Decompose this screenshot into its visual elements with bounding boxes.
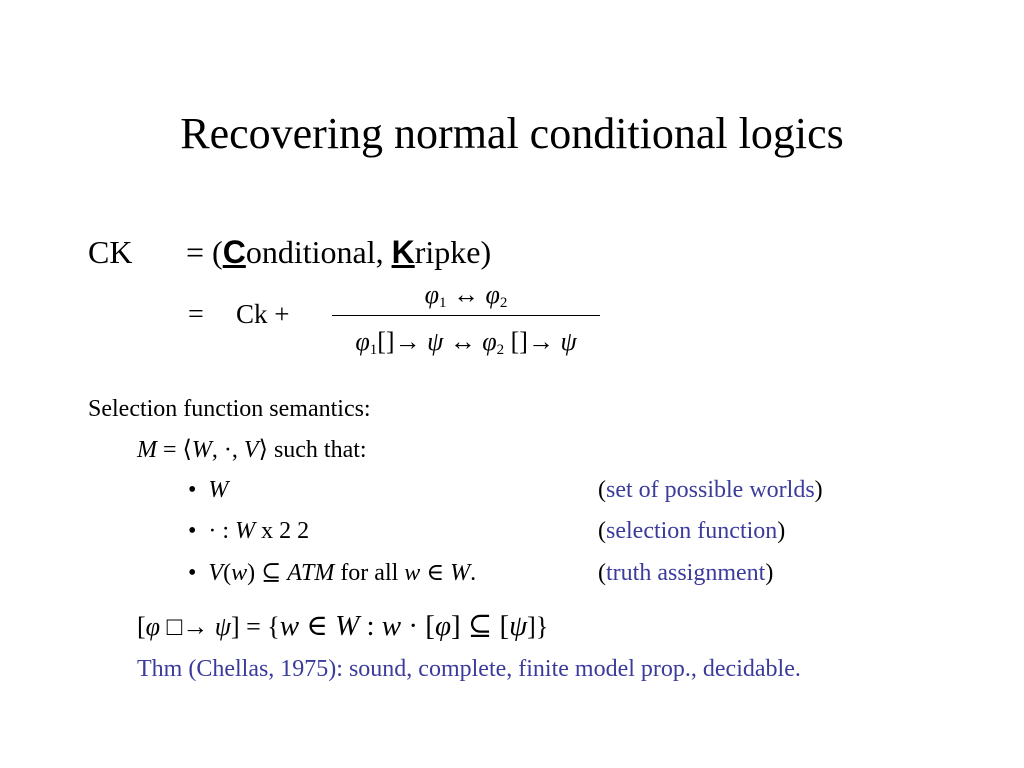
numerator-sub1: 1 xyxy=(439,295,447,311)
ck-def-k-rest: ripke) xyxy=(414,234,492,270)
bullet-sel-a: · : xyxy=(208,518,236,544)
model-V: V xyxy=(243,437,259,463)
paren-open: ( xyxy=(598,477,606,503)
bullet-V: V xyxy=(208,560,224,586)
denominator-sub1: 1 xyxy=(369,342,378,358)
note-text: selection function xyxy=(606,518,778,544)
f-dot: · [ xyxy=(401,610,435,642)
bullet-w: w xyxy=(231,560,248,586)
semantics-formula xyxy=(137,610,548,643)
bullet-period: . xyxy=(470,560,477,586)
f-psi2: ψ xyxy=(509,610,528,642)
rule-numerator xyxy=(332,280,600,318)
f-psi: ψ xyxy=(214,612,231,641)
numerator-phi1: φ xyxy=(424,280,439,309)
bullet-paren: ( xyxy=(223,560,232,586)
note-truth-assignment xyxy=(598,559,773,587)
bullet-subset: ) ⊆ xyxy=(247,560,288,586)
ck-def-c-rest: onditional, xyxy=(245,234,392,270)
model-M: M xyxy=(137,437,157,463)
f-open: [ xyxy=(137,612,146,641)
bullet-sel-c: x 2 2 xyxy=(255,518,310,544)
bullet-marker: • xyxy=(188,560,197,586)
denominator-box-arrow1: []→ xyxy=(377,327,421,356)
denominator-psi1: ψ xyxy=(427,327,444,356)
bullet-selection-function xyxy=(188,517,309,545)
numerator-sub2: 2 xyxy=(499,295,508,311)
note-worlds xyxy=(598,476,823,504)
denominator-sub2: 2 xyxy=(496,342,505,358)
bullet-sel-W: W xyxy=(235,518,256,544)
ck-def-prefix: = ( xyxy=(186,234,223,270)
rule-denominator xyxy=(332,324,600,368)
note-selection-function xyxy=(598,517,785,545)
f-phi2: φ xyxy=(434,610,452,642)
f-w2: w xyxy=(381,610,402,642)
f-w1: w xyxy=(279,610,300,642)
ck-def-k-initial: K xyxy=(391,234,415,270)
f-in: ∈ xyxy=(299,610,336,642)
f-W: W xyxy=(335,610,360,642)
denominator-iff: ↔ xyxy=(449,327,476,356)
f-arrow: □→ xyxy=(160,612,215,641)
ck-definition xyxy=(186,232,491,272)
paren-open: ( xyxy=(598,518,606,544)
bullet-marker: • xyxy=(188,518,197,544)
bullet-worlds-W: W xyxy=(208,477,229,503)
bullet-worlds xyxy=(188,476,228,504)
numerator-phi2: φ xyxy=(485,280,500,309)
numerator-iff: ↔ xyxy=(453,280,479,309)
f-end: ]} xyxy=(527,612,549,641)
model-tail: ⟩ such that: xyxy=(258,437,367,463)
paren-close: ) xyxy=(814,477,823,503)
bullet-W: W xyxy=(450,560,471,586)
bullet-w2: w xyxy=(404,560,421,586)
f-close-eq: ] = { xyxy=(230,612,280,641)
model-dot: , ·, xyxy=(211,437,244,463)
paren-open: ( xyxy=(598,560,606,586)
note-text: set of possible worlds xyxy=(606,477,815,503)
bullet-marker: • xyxy=(188,477,197,503)
f-colon: : xyxy=(359,610,382,642)
ck-plus-rule: Ck + xyxy=(236,299,290,329)
bullet-for-all: for all xyxy=(334,560,405,586)
ck-def-c-initial: C xyxy=(222,234,246,270)
denominator-psi2: ψ xyxy=(560,327,577,356)
paren-close: ) xyxy=(765,560,774,586)
bullet-in: ∈ xyxy=(420,560,451,586)
slide-title: Recovering normal conditional logics xyxy=(180,109,844,158)
paren-close: ) xyxy=(777,518,786,544)
model-eq: = ⟨ xyxy=(157,437,192,463)
bullet-ATM: ATM xyxy=(287,560,335,586)
denominator-box-arrow2: []→ xyxy=(510,327,554,356)
denominator-phi2: φ xyxy=(482,327,497,356)
note-text: truth assignment xyxy=(606,560,766,586)
selection-semantics-heading: Selection function semantics: xyxy=(88,396,371,422)
bullet-truth-assignment xyxy=(188,559,476,587)
ck-equals-sign: = xyxy=(188,299,204,330)
denominator-phi1: φ xyxy=(355,327,370,356)
f-subset: ] ⊆ [ xyxy=(451,610,510,642)
theorem-line: Thm (Chellas, 1975): sound, complete, finite model prop., decidable. xyxy=(137,656,801,682)
model-definition xyxy=(137,436,367,464)
rule-fraction-line xyxy=(332,315,600,316)
model-W: W xyxy=(191,437,212,463)
f-phi: φ xyxy=(145,612,161,641)
ck-label: CK xyxy=(88,234,133,270)
